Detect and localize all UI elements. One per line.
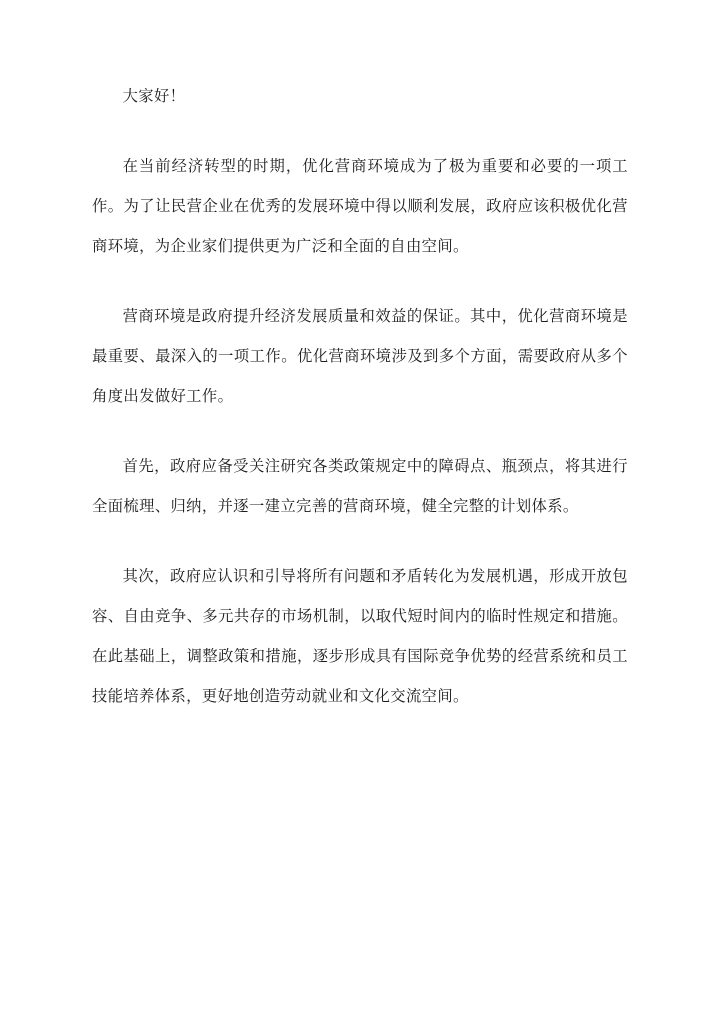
document-body: [92, 76, 628, 716]
paragraph: 大家好！: [122, 87, 186, 105]
paragraph: 营商环境是政府提升经济发展质量和效益的保证。其中，优化营商环境是最重要、最深入的一项工作。优化营商环境涉及到多个方面，需要政府从多个角度出发做好工作。: [92, 307, 628, 405]
paragraph: 在当前经济转型的时期，优化营商环境成为了极为重要和必要的一项工作。为了让民营企业在优秀的发展环境中得以顺利发展，政府应该积极优化营商环境，为企业家们提供更为广泛和全面的自由空间。: [92, 157, 628, 255]
paragraph: 首先，政府应备受关注研究各类政策规定中的障碍点、瓶颈点，将其进行全面梳理、归纳，并逐一建立完善的营商环境，健全完整的计划体系。: [92, 457, 628, 515]
paragraph: 其次，政府应认识和引导将所有问题和矛盾转化为发展机遇，形成开放包容、自由竞争、多元共存的市场机制，以取代短时间内的临时性规定和措施。在此基础上，调整政策和措施，逐步形成具有国际竞争优势的经营系统和员工技能培养体系，更好地创造劳动就业和文化交流空间。: [92, 567, 628, 705]
